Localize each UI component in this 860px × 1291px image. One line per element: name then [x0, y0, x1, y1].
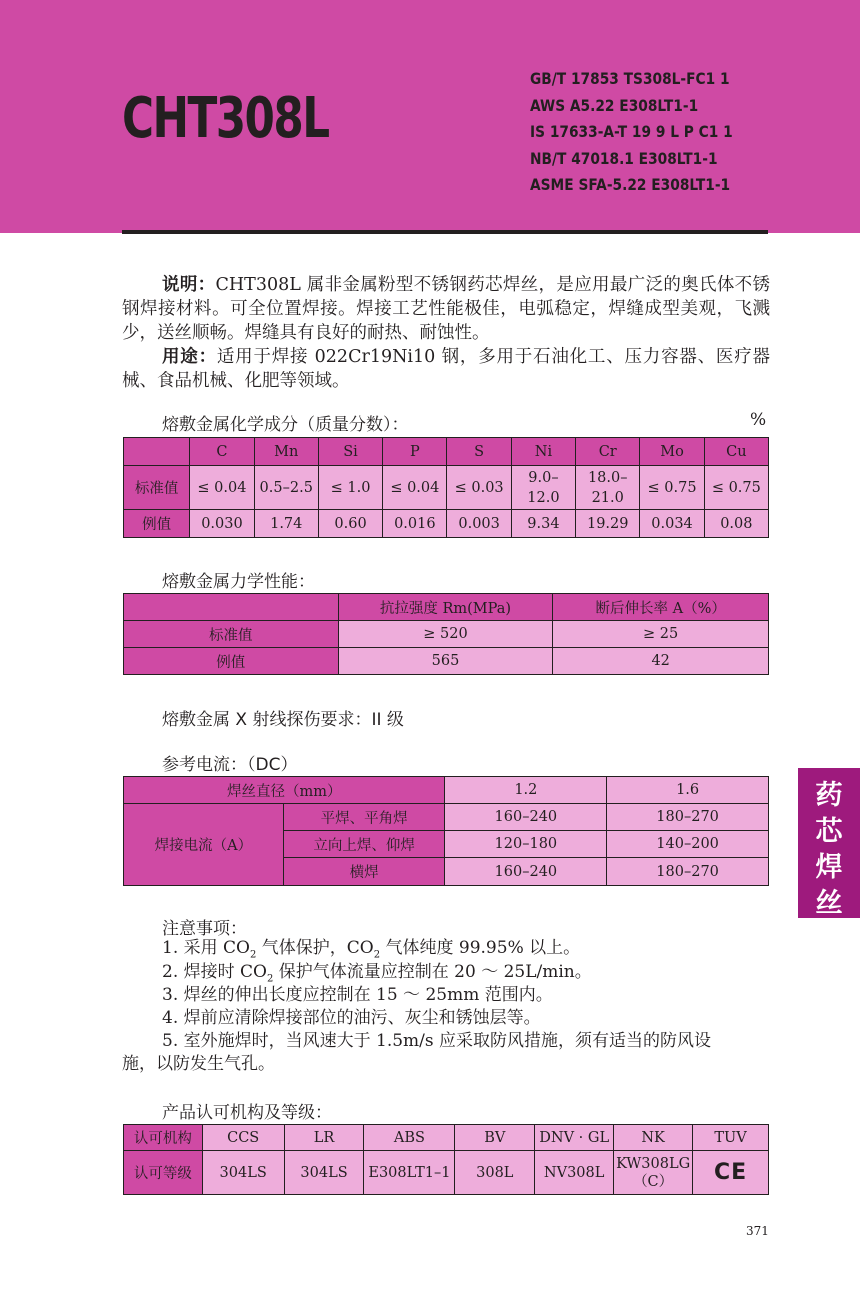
- chem-title: 熔敷金属化学成分（质量分数）：: [162, 415, 409, 435]
- row-label: 认可机构: [124, 1125, 203, 1151]
- description-paragraph: 说明：CHT308L 属非金属粉型不锈钢药芯焊丝，是应用最广泛的奥氏体不锈钢焊接材料。可全位置焊接。焊接工艺性能极佳，电弧稳定，焊缝成型美观，飞溅少，送丝顺畅。焊缝具有良好的耐热、耐蚀性。: [122, 275, 770, 343]
- ce-mark-icon: CE: [713, 1160, 748, 1185]
- table-cell: ≤ 0.03: [447, 466, 511, 510]
- row-label: 横焊: [283, 858, 445, 886]
- header-cell: C: [190, 438, 254, 466]
- table-cell: ≤ 0.04: [190, 466, 254, 510]
- header-cell: 1.2: [445, 777, 607, 804]
- table-cell: 9.34: [511, 510, 575, 538]
- row-label: 例值: [124, 510, 190, 538]
- table-row: [124, 648, 769, 675]
- table-cell: 18.0– 21.0: [576, 466, 640, 510]
- table-row: [124, 1125, 769, 1151]
- header-cell: Mn: [254, 438, 318, 466]
- standard-line: ASME SFA-5.22 E308LT1-1: [530, 175, 731, 194]
- note-item: 3. 焊丝的伸出长度应控制在 15 ～ 25mm 范围内。: [162, 985, 553, 1005]
- table-cell: ≤ 0.75: [640, 466, 704, 510]
- note-item: 施，以防发生气孔。: [122, 1054, 275, 1074]
- table-cell: 0.030: [190, 510, 254, 538]
- row-label: 认可等级: [124, 1151, 203, 1195]
- table-cell: 120–180: [445, 831, 607, 858]
- mech-title: 熔敷金属力学性能：: [162, 572, 315, 592]
- usage-paragraph: 用途：适用于焊接 022Cr19Ni10 钢，多用于石油化工、压力容器、医疗器械、食品机械、化肥等领域。: [122, 347, 771, 391]
- xray-requirement: 熔敷金属 X 射线探伤要求：II 级: [162, 710, 404, 730]
- table-row: [124, 510, 769, 538]
- cert-title: 产品认可机构及等级：: [162, 1103, 332, 1123]
- note-item: 2. 焊接时 $CO_2$ 保护气体流量应控制在 20 ～ 25L/min。: [162, 962, 592, 985]
- table-cell: 19.29: [576, 510, 640, 538]
- table-cell: 304LS: [284, 1151, 364, 1195]
- table-cell: 0.034: [640, 510, 704, 538]
- header-cell: Ni: [511, 438, 575, 466]
- page-number: 371: [746, 1224, 769, 1238]
- row-label: 例值: [124, 648, 339, 675]
- note-item: 4. 焊前应清除焊接部位的油污、灰尘和锈蚀层等。: [162, 1008, 541, 1028]
- chem-unit: %: [750, 410, 767, 430]
- table-cell: 308L: [455, 1151, 535, 1195]
- table-cell: 160–240: [445, 804, 607, 831]
- table-row: [124, 438, 769, 466]
- table-cell: 42: [553, 648, 769, 675]
- header-cell: Si: [318, 438, 382, 466]
- table-cell: 9.0– 12.0: [511, 466, 575, 510]
- row-label: 焊接电流（A）: [124, 804, 284, 886]
- table-cell: E308LT1–1: [364, 1151, 455, 1195]
- table-cell: 0.003: [447, 510, 511, 538]
- header-cell: P: [383, 438, 447, 466]
- header-cell: DNV · GL: [535, 1125, 614, 1151]
- table-row: [124, 594, 769, 621]
- side-tab: 药 芯 焊 丝: [798, 768, 860, 918]
- note-item: 1. 采用 $CO_2$ 气体保护，$CO_2$ 气体纯度 99.95% 以上。: [162, 938, 581, 961]
- table-cell: 0.5–2.5: [254, 466, 318, 510]
- table-cell: 565: [338, 648, 553, 675]
- header-cell: ABS: [364, 1125, 455, 1151]
- standards-list: [530, 66, 733, 199]
- table-row: [124, 804, 769, 831]
- row-label: 立向上焊、仰焊: [283, 831, 445, 858]
- standard-line: AWS A5.22 E308LT1-1: [530, 95, 699, 115]
- header-cell: NK: [614, 1125, 693, 1151]
- table-row: [124, 466, 769, 510]
- note-item: 5. 室外施焊时，当风速大于 1.5m/s 应采取防风措施，须有适当的防风设: [162, 1031, 712, 1051]
- header-cell: S: [447, 438, 511, 466]
- chem-table: [123, 437, 769, 538]
- notes-title: 注意事项：: [162, 919, 247, 939]
- header-cell: Cu: [704, 438, 768, 466]
- table-cell: ≥ 25: [553, 621, 769, 648]
- table-cell: 0.60: [318, 510, 382, 538]
- table-cell: ≤ 0.75: [704, 466, 768, 510]
- header-cell: Cr: [576, 438, 640, 466]
- table-cell: NV308L: [535, 1151, 614, 1195]
- table-cell: 0.08: [704, 510, 768, 538]
- header-cell: TUV: [693, 1125, 769, 1151]
- header-cell: Mo: [640, 438, 704, 466]
- header-cell: 焊丝直径（mm）: [124, 777, 445, 804]
- header-cell: 断后伸长率 A（%）: [553, 594, 769, 621]
- cert-table: [123, 1124, 769, 1195]
- table-cell: ≤ 0.04: [383, 466, 447, 510]
- header-cell: BV: [455, 1125, 535, 1151]
- table-cell: 160–240: [445, 858, 607, 886]
- table-cell: [693, 1151, 769, 1195]
- standard-line: GB/T 17853 TS308L-FC1 1: [530, 69, 730, 88]
- table-cell: 180–270: [607, 858, 769, 886]
- table-cell: ≥ 520: [338, 621, 553, 648]
- header-cell: 抗拉强度 Rm(MPa): [338, 594, 553, 621]
- header-rule: [122, 230, 768, 234]
- table-cell: KW308LG （C）: [614, 1151, 693, 1195]
- current-table: [123, 776, 769, 886]
- mech-table: [123, 593, 769, 675]
- standard-line: IS 17633-A-T 19 9 L P C1 1: [530, 122, 733, 141]
- table-row: [124, 621, 769, 648]
- current-title: 参考电流：（DC）: [162, 755, 298, 775]
- row-label: 平焊、平角焊: [283, 804, 445, 831]
- table-cell: 1.74: [254, 510, 318, 538]
- table-cell: 0.016: [383, 510, 447, 538]
- table-cell: 304LS: [202, 1151, 284, 1195]
- header-cell: LR: [284, 1125, 364, 1151]
- table-cell: 140–200: [607, 831, 769, 858]
- table-row: [124, 777, 769, 804]
- row-label: 标准值: [124, 466, 190, 510]
- table-row: [124, 1151, 769, 1195]
- table-cell: 180–270: [607, 804, 769, 831]
- header-cell: CCS: [202, 1125, 284, 1151]
- row-label: 标准值: [124, 621, 339, 648]
- table-cell: ≤ 1.0: [318, 466, 382, 510]
- header-cell: 1.6: [607, 777, 769, 804]
- standard-line: NB/T 47018.1 E308LT1-1: [530, 148, 718, 168]
- product-title: CHT308L: [122, 86, 329, 151]
